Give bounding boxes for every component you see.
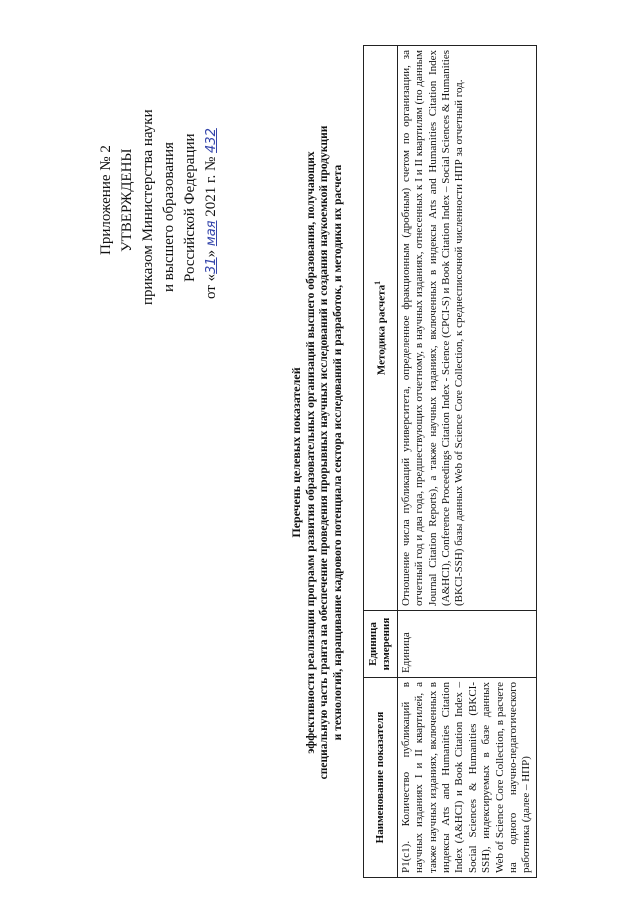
table-header-row: [364, 46, 398, 878]
date-year: 2021 г. №: [203, 152, 219, 221]
document-title: [290, 0, 345, 905]
header-unit: Единица измерения: [364, 611, 398, 678]
ministry-line: и высшего образования: [161, 142, 177, 292]
indicators-table: [363, 45, 537, 878]
date-prefix: от «: [203, 273, 219, 299]
handwritten-order-number: 432: [204, 128, 219, 153]
table-row: [397, 46, 536, 878]
date-mid: »: [203, 246, 219, 258]
approved-label: УТВЕРЖДЕНЫ: [119, 148, 135, 252]
order-line: приказом Министерства науки: [140, 109, 156, 305]
appendix-approval-block: [96, 25, 222, 325]
order-date-line: [201, 25, 222, 299]
handwritten-month: мая: [204, 220, 219, 247]
indicator-name-cell: P1(c1). Количество публикаций в научных изданиях I и II квартилей, а также научных изданиях, включенных в индексы Arts and Humanities Citation Index (A&HCI) и Book Citation Index – Social Sciences & Humanities (BKCI-SSH), индексируемых в базе данных Web of Science Core Collection, в расчете на одного научно-педагогического работника (далее – НПР): [397, 678, 536, 878]
header-method: [364, 46, 398, 611]
title-line-2: эффективности реализации программ развития образовательных организаций высшего образования, получающих: [304, 151, 317, 754]
title-main: Перечень целевых показателей: [289, 367, 303, 538]
header-method-label: Методика расчета: [376, 284, 389, 376]
handwritten-day: 31: [204, 257, 219, 274]
method-cell: Отношение числа публикаций университета, определенное фракционным (дробным) счетом по организации, за отчетный год и два года, предшествующих отчетному, в научных изданиях, отнесенных к I и II квартилям (по данным Journal Citation Reports), а также научных изданиях, включенных в индексы Arts and Humanities Citation Index (A&HCI), Conference Proceedings Citation Index - Science (CPCI-S) и Book Citation Index – Social Sciences & Humanities (BKCI-SSH) базы данных Web of Science Core Collection, к среднесписочной численности НПР за отчетный год.: [397, 46, 536, 611]
title-line-4: и технологий, наращивание кадрового потенциала сектора исследований и разработок, и методики их расчета: [331, 164, 344, 741]
country-line: Российской Федерации: [182, 133, 198, 282]
header-indicator-name: Наименование показателя: [364, 678, 398, 878]
appendix-number: Приложение № 2: [98, 145, 114, 255]
unit-cell: Единица: [397, 611, 536, 678]
footnote-marker: 1: [373, 280, 383, 285]
title-line-3: специальную часть гранта на обеспечение проведения прорывных научных исследований и создания наукоемкой продукции: [318, 125, 330, 780]
